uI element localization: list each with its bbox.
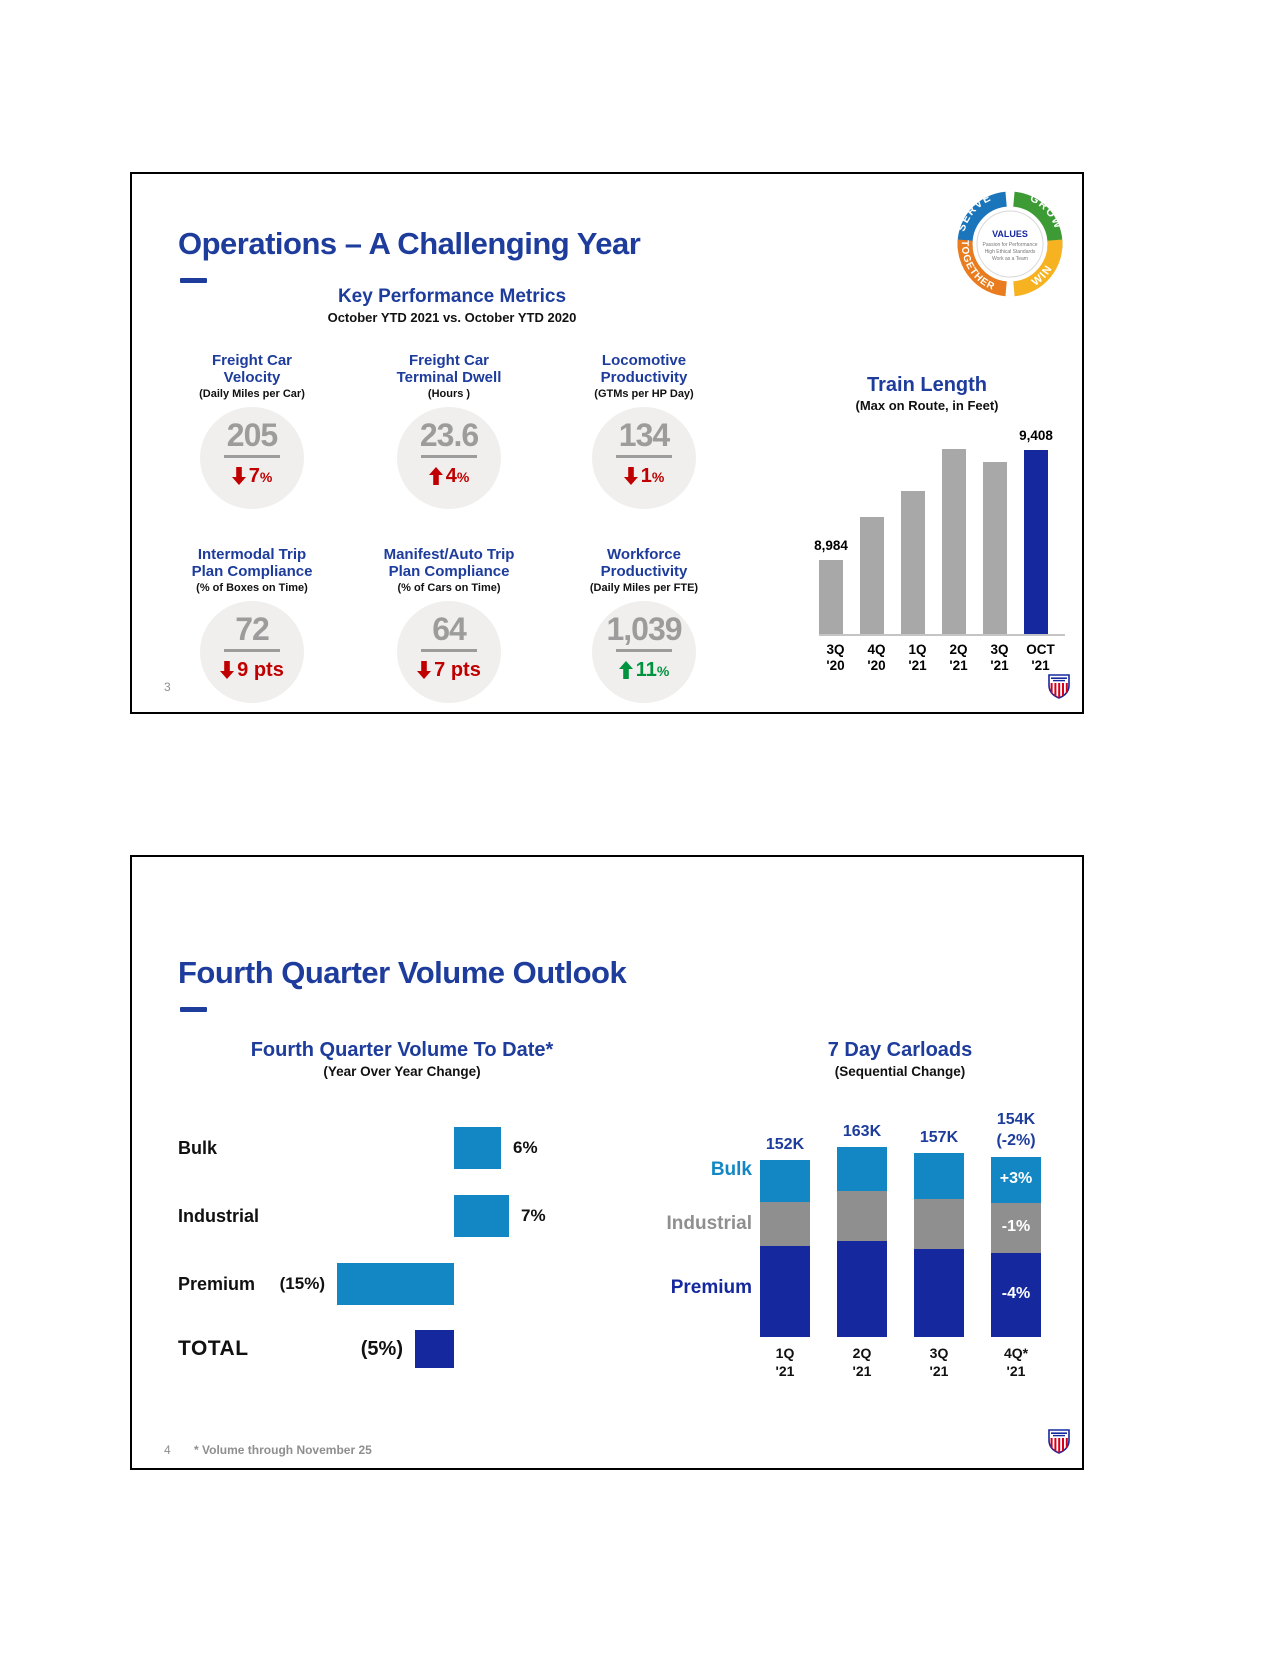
train-axis-label: OCT '21 bbox=[1026, 642, 1055, 674]
metric-value: 205 bbox=[226, 416, 278, 453]
page-number: 4 bbox=[164, 1443, 171, 1457]
metric-terminal-dwell bbox=[354, 352, 544, 509]
carloads-axis-label: 2Q '21 bbox=[852, 1345, 872, 1379]
train-bar-value-label: 9,408 bbox=[1019, 428, 1053, 443]
train-length-chart bbox=[777, 374, 1077, 674]
carloads-change-label: +3% bbox=[999, 1170, 1033, 1187]
metric-value: 64 bbox=[432, 610, 466, 647]
train-length-xaxis bbox=[815, 642, 1065, 674]
badge-center-line3: Work as a Team bbox=[992, 256, 1028, 262]
metric-change: 1% bbox=[592, 465, 696, 488]
metric-rule bbox=[421, 455, 477, 458]
carloads-total-label: 157K bbox=[919, 1129, 959, 1146]
serve-arc-label: SERVE bbox=[955, 191, 994, 234]
metric-value: 134 bbox=[618, 416, 670, 453]
slide-volume-outlook bbox=[130, 855, 1084, 1470]
train-bar bbox=[860, 517, 884, 634]
badge-center-line2: High Ethical Standards bbox=[984, 249, 1036, 255]
kpm-subtitle: October YTD 2021 vs. October YTD 2020 bbox=[327, 310, 577, 325]
train-axis-label: 1Q '21 bbox=[908, 642, 927, 674]
win-arc-label: WIN bbox=[1029, 262, 1056, 289]
carloads-segment-bulk bbox=[837, 1147, 887, 1191]
carloads-axis-label: 4Q* '21 bbox=[1003, 1345, 1029, 1379]
metric-value: 1,039 bbox=[606, 610, 682, 647]
carloads-total-label: 154K (-2%) bbox=[996, 1111, 1036, 1149]
train-bar bbox=[983, 462, 1007, 634]
badge-center-title: VALUES bbox=[992, 229, 1028, 239]
metric-rule bbox=[421, 649, 477, 652]
metric-circle bbox=[592, 407, 696, 509]
change-arrow-icon bbox=[429, 467, 443, 485]
q4-value-label: (15%) bbox=[279, 1274, 325, 1293]
train-bar bbox=[1024, 450, 1048, 634]
metric-change: 11% bbox=[592, 659, 696, 682]
carloads-chart bbox=[132, 857, 1082, 1468]
train-length-title: Train Length bbox=[867, 374, 987, 396]
metric-change: 7% bbox=[200, 465, 304, 488]
train-bar bbox=[819, 560, 843, 634]
carloads-total-label: 163K bbox=[842, 1123, 882, 1140]
train-bar-value-label: 8,984 bbox=[814, 538, 848, 553]
kpm-title: Key Performance Metrics bbox=[337, 286, 567, 307]
carloads-segment-industrial bbox=[760, 1202, 810, 1246]
metric-unit: (Daily Miles per Car) bbox=[199, 387, 305, 400]
metric-intermodal-compliance bbox=[157, 546, 347, 703]
metric-manifest-compliance bbox=[354, 546, 544, 703]
train-axis-label: 4Q '20 bbox=[867, 642, 886, 674]
change-arrow-icon bbox=[220, 661, 234, 679]
metric-circle bbox=[592, 601, 696, 703]
metric-rule bbox=[616, 455, 672, 458]
metric-unit: (Daily Miles per FTE) bbox=[589, 581, 699, 594]
q4-volume-subtitle: (Year Over Year Change) bbox=[323, 1064, 481, 1079]
carloads-total-label: 152K bbox=[765, 1136, 805, 1153]
metric-circle bbox=[397, 407, 501, 509]
q4-value-label: 7% bbox=[521, 1206, 546, 1225]
carloads-subtitle: (Sequential Change) bbox=[834, 1064, 966, 1079]
grow-arc-label: GROW bbox=[1027, 192, 1065, 232]
carloads-series-label-premium: Premium bbox=[670, 1277, 752, 1298]
metric-value: 72 bbox=[235, 610, 269, 647]
carloads-change-label: -4% bbox=[1001, 1285, 1031, 1302]
carloads-segment-bulk bbox=[760, 1160, 810, 1202]
metric-value: 23.6 bbox=[419, 416, 479, 453]
union-pacific-shield-logo bbox=[1048, 674, 1070, 704]
metric-locomotive-productivity bbox=[549, 352, 739, 509]
carloads-axis-label: 3Q '21 bbox=[929, 1345, 949, 1379]
metric-change: 7 pts bbox=[397, 659, 501, 682]
carloads-series-label-bulk: Bulk bbox=[710, 1159, 752, 1180]
slide-operations bbox=[130, 172, 1084, 714]
metric-freight-car-velocity bbox=[157, 352, 347, 509]
metric-circle bbox=[397, 601, 501, 703]
q4-row-label-premium: Premium bbox=[178, 1274, 256, 1294]
carloads-segment-bulk bbox=[914, 1153, 964, 1199]
metric-title: Manifest/Auto Trip Plan Compliance bbox=[383, 546, 515, 581]
train-length-plot bbox=[814, 428, 1065, 636]
carloads-segment-premium bbox=[914, 1249, 964, 1337]
badge-center-line1: Passion for Performance bbox=[982, 242, 1038, 248]
together-arc-label: TOGETHER bbox=[958, 239, 997, 293]
metric-title: Locomotive Productivity bbox=[600, 352, 688, 387]
carloads-segment-industrial bbox=[914, 1199, 964, 1249]
volume-footnote: * Volume through November 25 bbox=[194, 1443, 372, 1457]
q4-volume-title: Fourth Quarter Volume To Date* bbox=[250, 1039, 554, 1061]
kpm-header bbox=[292, 286, 612, 325]
metric-rule bbox=[616, 649, 672, 652]
slide2-title: Fourth Quarter Volume Outlook bbox=[178, 955, 627, 990]
slide1-title: Operations – A Challenging Year bbox=[178, 226, 641, 261]
metric-unit: (% of Boxes on Time) bbox=[196, 581, 308, 594]
metric-title: Freight Car Terminal Dwell bbox=[396, 352, 502, 387]
metric-rule bbox=[224, 649, 280, 652]
carloads-change-label: -1% bbox=[1001, 1218, 1031, 1235]
change-arrow-icon bbox=[417, 661, 431, 679]
train-bar bbox=[942, 449, 966, 634]
values-badge-logo bbox=[954, 188, 1066, 305]
metric-change: 4% bbox=[397, 465, 501, 488]
metric-workforce-productivity bbox=[549, 546, 739, 703]
train-length-subtitle: (Max on Route, in Feet) bbox=[855, 398, 999, 413]
metric-change: 9 pts bbox=[200, 659, 304, 682]
q4-value-label: (5%) bbox=[360, 1338, 403, 1360]
change-arrow-icon bbox=[619, 661, 633, 679]
q4-row-label-bulk: Bulk bbox=[178, 1138, 218, 1158]
change-arrow-icon bbox=[624, 467, 638, 485]
metric-unit: (Hours ) bbox=[427, 387, 471, 400]
q4-row-label-total: TOTAL bbox=[178, 1337, 249, 1360]
metric-unit: (GTMs per HP Day) bbox=[594, 387, 694, 400]
carloads-series-label-industrial: Industrial bbox=[666, 1213, 752, 1234]
train-axis-label: 3Q '21 bbox=[990, 642, 1009, 674]
train-axis-label: 3Q '20 bbox=[826, 642, 845, 674]
metric-title: Workforce Productivity bbox=[600, 546, 688, 581]
carloads-segment-premium bbox=[760, 1246, 810, 1337]
q4-value-label: 6% bbox=[513, 1138, 538, 1157]
metric-title: Intermodal Trip Plan Compliance bbox=[191, 546, 313, 581]
train-axis-label: 2Q '21 bbox=[949, 642, 968, 674]
change-arrow-icon bbox=[232, 467, 246, 485]
metric-circle bbox=[200, 601, 304, 703]
carloads-axis-label: 1Q '21 bbox=[775, 1345, 795, 1379]
carloads-segment-premium bbox=[837, 1241, 887, 1337]
page-number: 3 bbox=[164, 680, 171, 694]
metric-circle bbox=[200, 407, 304, 509]
carloads-segment-industrial bbox=[837, 1191, 887, 1241]
title-underline bbox=[180, 278, 207, 283]
union-pacific-shield-logo bbox=[1048, 1429, 1070, 1459]
metric-unit: (% of Cars on Time) bbox=[397, 581, 501, 594]
metric-title: Freight Car Velocity bbox=[211, 352, 292, 387]
q4-row-label-industrial: Industrial bbox=[178, 1206, 260, 1226]
train-bar bbox=[901, 491, 925, 634]
carloads-title: 7 Day Carloads bbox=[827, 1039, 973, 1061]
metric-rule bbox=[224, 455, 280, 458]
